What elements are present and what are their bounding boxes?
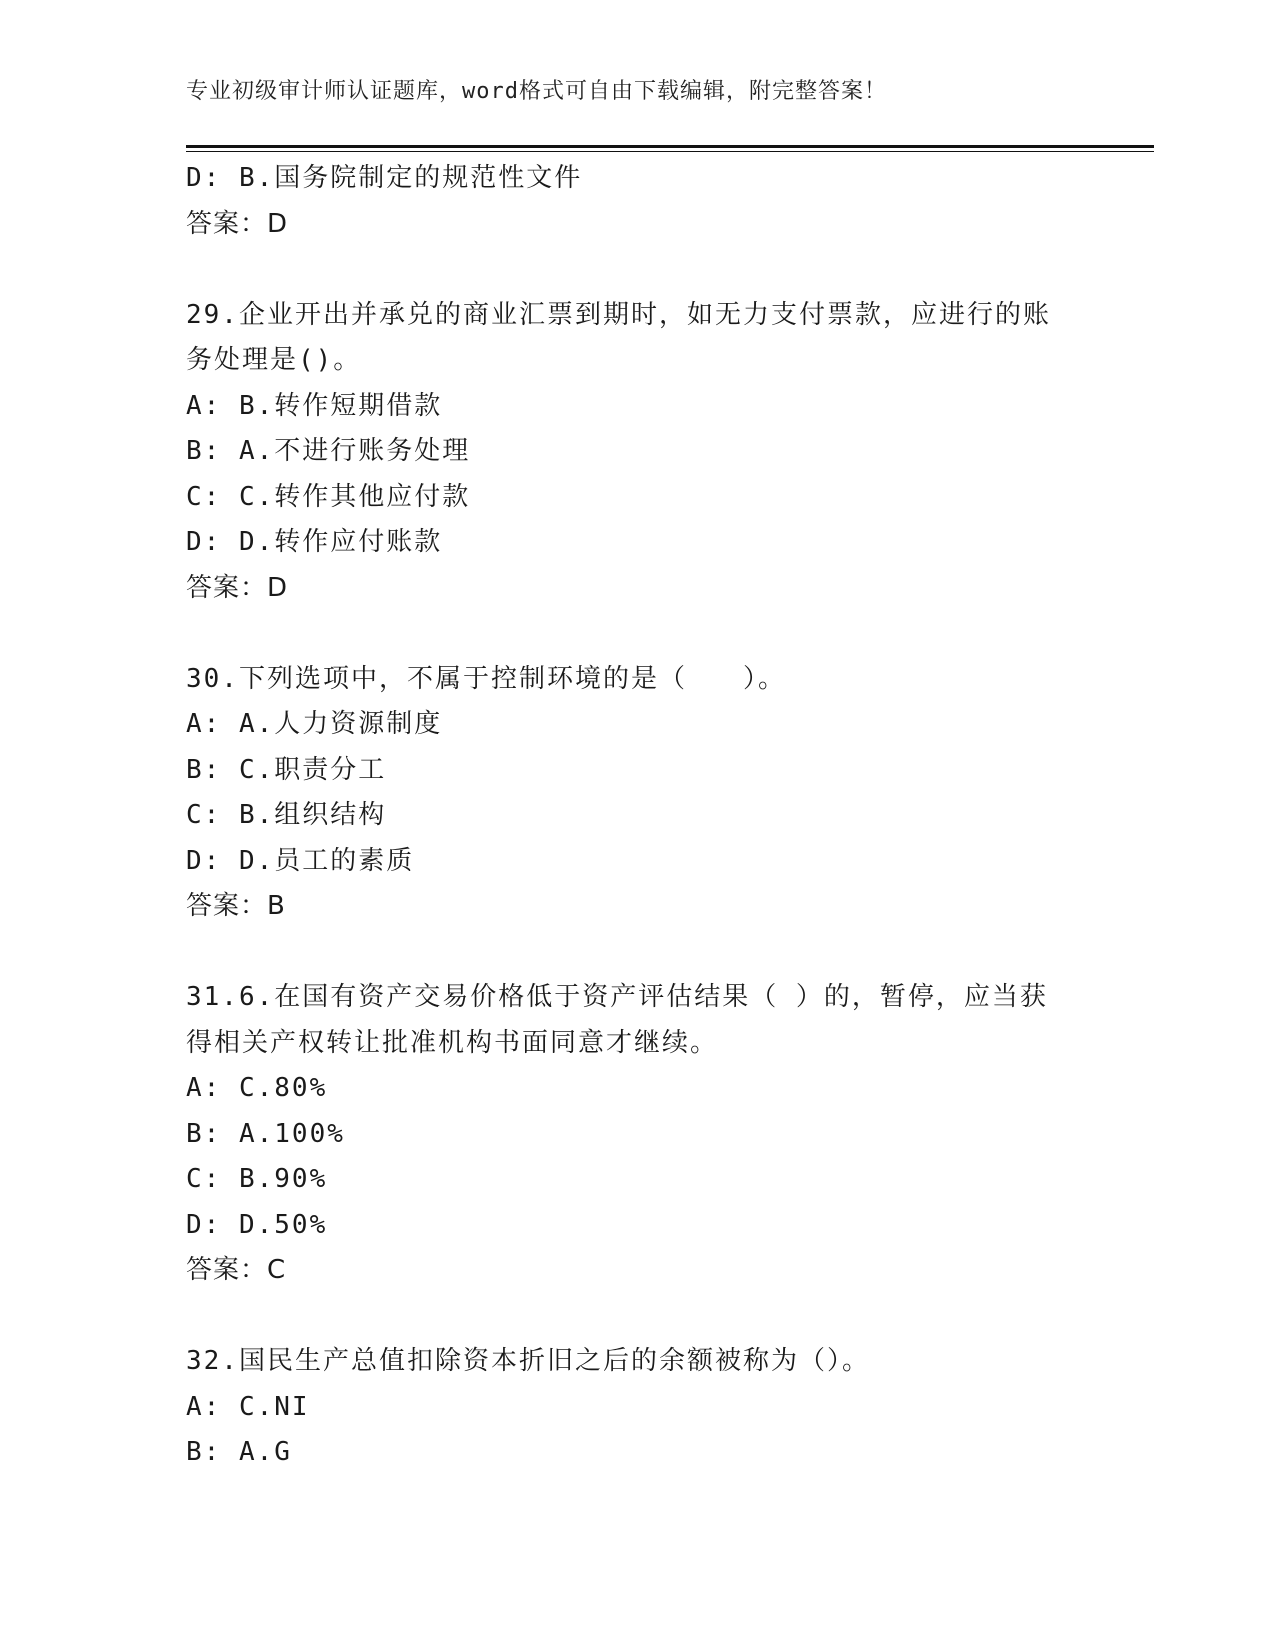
question-block [186,1339,1086,1476]
option-line: B: A.不进行账务处理 [186,436,471,466]
question-stem: 得相关产权转让批准机构书面同意才继续。 [186,1027,719,1058]
option-line: B: A.100% [186,1118,345,1149]
answer-line: 答案：C [186,1255,287,1285]
header-rule-thick [186,145,1154,148]
option-line: A: C.80% [186,1073,328,1103]
option-line: D: D.转作应付账款 [186,527,443,557]
question-block [186,657,1086,930]
header-rule-thin [186,151,1154,152]
option-line: D: B.国务院制定的规范性文件 [186,163,583,193]
question-stem: 务处理是()。 [186,345,362,375]
question-block [186,975,1086,1294]
question-stem: 31.6.在国有资产交易价格低于资产评估结果（ ）的，暂停，应当获 [186,982,1048,1012]
page-header: 专业初级审计师认证题库，word格式可自由下载编辑，附完整答案！ [186,79,887,104]
option-line: A: B.转作短期借款 [186,390,443,421]
option-line: A: A.人力资源制度 [186,709,443,739]
option-line: D: D.员工的素质 [186,845,415,876]
option-line: C: C.转作其他应付款 [186,481,471,512]
question-stem: 29.企业开出并承兑的商业汇票到期时，如无力支付票款，应进行的账 [186,299,1051,330]
option-line: B: A.G [186,1437,292,1467]
option-line: C: B.90% [186,1164,328,1194]
option-line: C: B.组织结构 [186,800,387,830]
option-line: A: C.NI [186,1391,310,1422]
question-content [186,156,1086,1476]
question-block [186,293,1086,612]
question-gap [186,930,1086,976]
question-gap [186,1294,1086,1340]
option-line: D: D.50% [186,1209,328,1240]
question-gap [186,247,1086,293]
question-stem: 30.下列选项中，不属于控制环境的是（ ）。 [186,663,786,694]
answer-line: 答案：D [186,208,289,239]
answer-line: 答案：D [186,572,289,603]
question-gap [186,611,1086,657]
question-stem: 32.国民生产总值扣除资本折旧之后的余额被称为（）。 [186,1346,870,1376]
option-line: B: C.职责分工 [186,754,387,785]
answer-line: 答案：B [186,891,286,921]
